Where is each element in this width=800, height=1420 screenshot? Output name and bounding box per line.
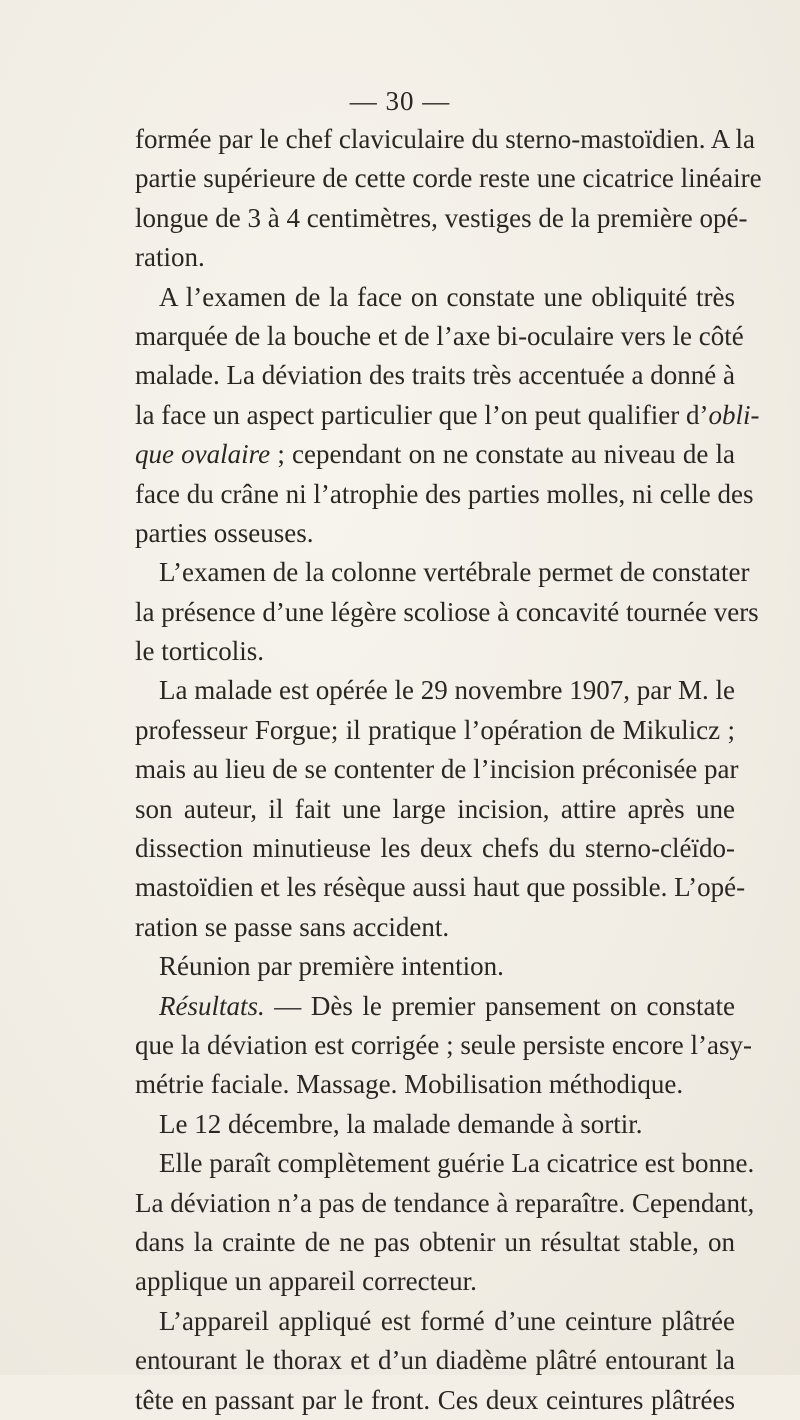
text-line [135,632,735,671]
text-run: marquée de la bouche et de l’axe bi-oculaire vers le côté [135,320,744,351]
text-run: parties osseuses. [135,517,314,548]
text-run: L’appareil appliqué est formé d’une ceinture plâtrée [159,1305,735,1336]
text-run: tête en passant par le front. Ces deux ceintures plâtrées [135,1384,735,1415]
text-line [135,553,750,592]
text-line [135,435,735,474]
text-run: La malade est opérée le 29 novembre 1907, par M. le [159,675,735,706]
text-line [135,238,735,277]
text-run: ration se passe sans accident. [135,911,450,942]
text-line [135,317,744,356]
text-run: dissection minutieuse les deux chefs du sterno-cléïdo- [135,833,735,864]
text-line [135,790,735,829]
text-line [135,514,735,553]
text-run: le torticolis. [135,636,264,667]
italic-term: que ovalaire [135,439,271,470]
text-line [135,1184,755,1223]
text-line [135,120,755,159]
body-text [135,120,762,1420]
text-run: longue de 3 à 4 centimètres, vestiges de la première opé- [135,202,748,233]
text-run: son auteur, il fait une large incision, attire après une [135,793,735,824]
text-run: métrie faciale. Massage. Mobilisation méthodique. [135,1069,684,1100]
text-line [135,1065,735,1104]
text-run: mais au lieu de se contenter de l’incision préconisée par [135,754,739,785]
text-line [135,947,735,986]
text-run: mastoïdien et les résèque aussi haut que possible. L’opé- [135,872,746,903]
text-line [135,750,739,789]
text-run: face du crâne ni l’atrophie des parties molles, ni celle des [135,478,754,509]
text-run: que la déviation est corrigée ; seule persiste encore l’asy- [135,1029,752,1060]
text-line [135,1026,752,1065]
text-run: dans la crainte de ne pas obtenir un résultat stable, on [135,1226,735,1257]
page-number: — 30 — [349,86,451,116]
text-run: malade. La déviation des traits très accentuée a donné à [135,360,735,391]
text-run: L’examen de la colonne vertébrale permet de constater [159,557,750,588]
text-line [135,671,735,710]
text-line [135,1105,735,1144]
text-run: entourant le thorax et d’un diadème plâtré entourant la [135,1345,735,1376]
text-run: la face un aspect particulier que l’on peut qualifier d’ [135,399,709,430]
text-line [135,829,735,868]
section-heading-results: Résultats. [159,990,265,1021]
text-line [135,711,735,750]
text-line [135,987,735,1026]
text-run: ration. [135,242,205,273]
text-line [135,593,759,632]
text-run: la présence d’une légère scoliose à concavité tournée vers [135,596,759,627]
text-line [135,396,760,435]
italic-term: obli- [708,399,760,430]
text-line [135,1262,735,1301]
text-run: Elle paraît complètement guérie La cicatrice est bonne. [159,1148,755,1179]
text-line [135,868,746,907]
text-line [135,1302,735,1341]
text-run: Le 12 décembre, la malade demande à sortir. [159,1108,643,1139]
text-run: Réunion par première intention. [159,951,504,982]
text-run: formée par le chef claviculaire du sterno-mastoïdien. A la [135,124,755,154]
text-line [135,159,762,198]
text-line [135,1144,755,1183]
text-line [135,278,735,317]
text-run: — Dès le premier pansement on constate [264,990,735,1021]
text-line [135,908,735,947]
text-line [135,356,735,395]
text-line [135,1381,735,1420]
text-line [135,199,748,238]
text-run: partie supérieure de cette corde reste une cicatrice linéaire [135,163,762,194]
text-line [135,475,754,514]
text-run: La déviation n’a pas de tendance à reparaître. Cependant, [135,1187,755,1218]
text-run: professeur Forgue; il pratique l’opération de Mikulicz ; [135,714,735,745]
text-run: ; cependant on ne constate au niveau de la [270,439,735,470]
text-line [135,1223,735,1262]
text-run: applique un appareil correcteur. [135,1266,477,1297]
text-run: A l’examen de la face on constate une obliquité très [159,281,735,312]
